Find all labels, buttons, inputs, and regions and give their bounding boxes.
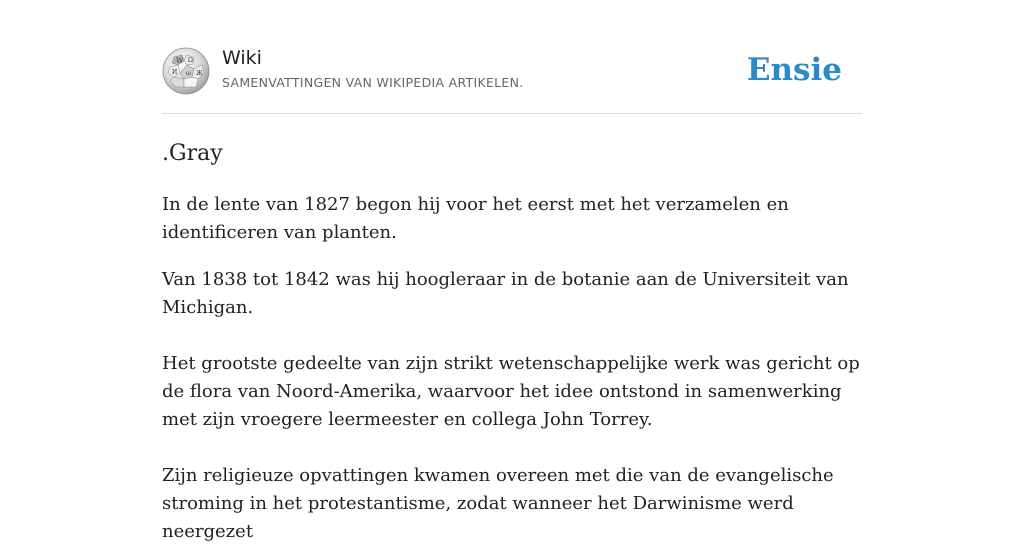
- svg-text:И: И: [172, 69, 178, 76]
- article-paragraph: Van 1838 tot 1842 was hij hoogleraar in de botanie aan de Universiteit van Michigan.: [162, 269, 849, 318]
- site-header: [162, 46, 862, 114]
- svg-text:Ω: Ω: [188, 57, 193, 64]
- article-title: .Gray: [162, 141, 223, 166]
- svg-text:W: W: [176, 57, 184, 65]
- article-paragraph: Zijn religieuze opvattingen kwamen overeen met die van de evangelische stroming in het protestantisme, zodat wanneer het Darwinisme werd neergezet: [162, 465, 834, 542]
- site-title[interactable]: Wiki: [222, 47, 262, 69]
- article-paragraph: In de lente van 1827 begon hij voor het eerst met het verzamelen en identificeren van planten.: [162, 194, 789, 243]
- brand-logo[interactable]: Ensie: [746, 52, 842, 88]
- article-paragraph: Het grootste gedeelte van zijn strikt wetenschappelijke werk was gericht op de flora van Noord-Amerika, waarvoor het idee ontstond in samenwerking met zijn vroegere leermeester en collega John Torrey.: [162, 353, 860, 430]
- wikipedia-globe-icon[interactable]: [162, 47, 210, 95]
- page: [162, 0, 862, 546]
- svg-text:Ж: Ж: [196, 70, 203, 77]
- svg-text:ω: ω: [186, 70, 191, 77]
- site-subtitle: SAMENVATTINGEN VAN WIKIPEDIA ARTIKELEN.: [222, 75, 524, 90]
